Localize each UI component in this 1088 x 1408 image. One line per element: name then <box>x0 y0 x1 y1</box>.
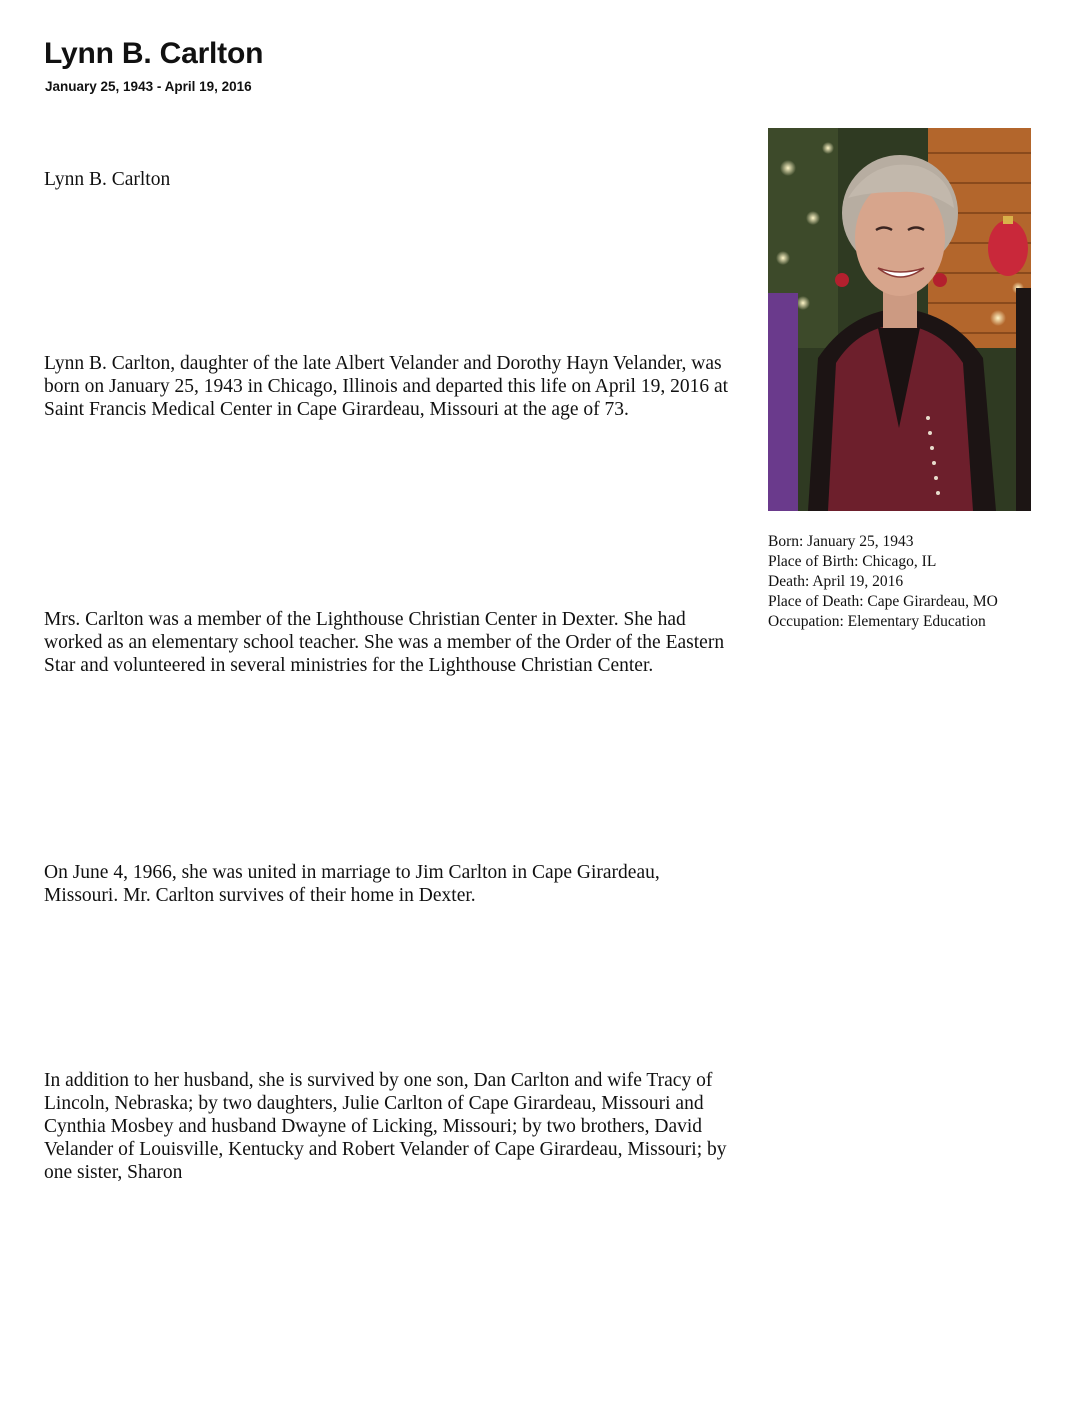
portrait-photo <box>768 128 1031 511</box>
obituary-paragraph-name: Lynn B. Carlton <box>44 169 171 190</box>
obituary-paragraph-church: Mrs. Carlton was a member of the Lighthouse Christian Center in Dexter. She had worked as an elementary school teacher. She was a member of the Order of the Eastern Star and volunteered in several ministries for the Lighthouse Christian Center. <box>44 609 725 676</box>
fact-place-of-death: Place of Death: Cape Girardeau, MO <box>768 593 998 610</box>
fact-place-of-birth: Place of Birth: Chicago, IL <box>768 553 937 570</box>
vital-facts <box>768 532 1068 632</box>
fact-death: Death: April 19, 2016 <box>768 573 904 590</box>
fact-occupation: Occupation: Elementary Education <box>768 613 986 630</box>
obituary-paragraph-birth-death: Lynn B. Carlton, daughter of the late Albert Velander and Dorothy Hayn Velander, was born on January 25, 1943 in Chicago, Illinois and departed this life on April 19, 2016 at Saint Francis Medical Center in Cape Girardeau, Missouri at the age of 73. <box>44 353 729 420</box>
obituary-paragraph-marriage: On June 4, 1966, she was united in marriage to Jim Carlton in Cape Girardeau, Missouri. Mr. Carlton survives of their home in Dexter. <box>44 862 660 906</box>
fact-born: Born: January 25, 1943 <box>768 533 914 550</box>
life-dates: January 25, 1943 - April 19, 2016 <box>45 79 252 94</box>
obituary-paragraph-survivors: In addition to her husband, she is survived by one son, Dan Carlton and wife Tracy of Lincoln, Nebraska; by two daughters, Julie Carlton of Cape Girardeau, Missouri and Cynthia Mosbey and husband Dwayne of Licking, Missouri; by two brothers, David Velander of Louisville, Kentucky and Robert Velander of Cape Girardeau, Missouri; by one sister, Sharon <box>44 1070 727 1183</box>
obituary-name: Lynn B. Carlton <box>44 37 264 70</box>
